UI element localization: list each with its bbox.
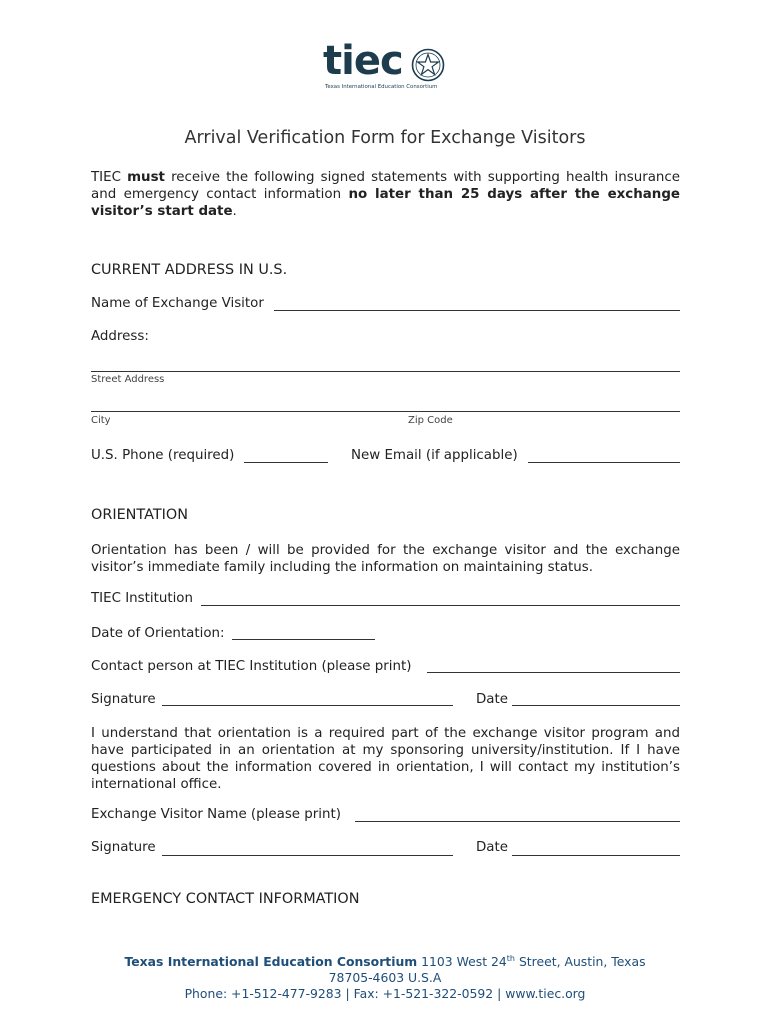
orientation-date-field[interactable] bbox=[232, 639, 375, 640]
footer-line-2: 78705-4603 U.S.A bbox=[328, 970, 442, 986]
visitor-print-name-label: Exchange Visitor Name (please print) bbox=[91, 807, 341, 822]
signature2-field[interactable] bbox=[162, 855, 453, 856]
visitor-name-field[interactable] bbox=[274, 310, 680, 311]
signature-field[interactable] bbox=[162, 705, 453, 706]
emergency-heading: EMERGENCY CONTACT INFORMATION bbox=[91, 891, 360, 907]
intro-must: must bbox=[127, 170, 165, 185]
footer-org: Texas International Education Consortium bbox=[124, 954, 418, 970]
footer-contact[interactable]: Phone: +1-512-477-9283 | Fax: +1-521-322-0592 | www.tiec.org bbox=[184, 986, 586, 1002]
date2-field[interactable] bbox=[512, 855, 680, 856]
star-seal-icon bbox=[411, 48, 445, 82]
phone-field[interactable] bbox=[244, 462, 328, 463]
institution-label: TIEC Institution bbox=[91, 591, 193, 606]
footer-address-sup: th bbox=[506, 954, 515, 963]
institution-field[interactable] bbox=[201, 605, 680, 606]
signature2-label: Signature bbox=[91, 840, 156, 855]
date-field[interactable] bbox=[512, 705, 680, 706]
city-zip-field[interactable] bbox=[91, 411, 680, 412]
intro-text-1: TIEC bbox=[91, 170, 128, 185]
address-label: Address: bbox=[91, 329, 149, 344]
phone-label: U.S. Phone (required) bbox=[91, 448, 235, 463]
signature-label: Signature bbox=[91, 692, 156, 707]
acknowledgement-paragraph: I understand that orientation is a required part of the exchange visitor program and have participated in an orientation at my sponsoring university/institution. If I have questions about the information covered in orientation, I will contact my institution’s international office. bbox=[91, 726, 680, 792]
address-heading: CURRENT ADDRESS IN U.S. bbox=[91, 262, 288, 278]
footer-address-post: Street, Austin, Texas bbox=[515, 954, 646, 970]
orientation-date-label: Date of Orientation: bbox=[91, 626, 225, 641]
date2-label: Date bbox=[476, 840, 509, 855]
intro-text-3: . bbox=[232, 204, 237, 219]
intro-text-2: receive the following signed statements with supporting health insurance and emergency contact information bbox=[91, 170, 680, 202]
orientation-statement: Orientation has been / will be provided for the exchange visitor and the exchange visitor’s immediate family including the information on maintaining status. bbox=[91, 543, 680, 575]
date-label: Date bbox=[476, 692, 509, 707]
intro-paragraph bbox=[91, 169, 680, 220]
logo-subtitle: Texas International Education Consortium bbox=[325, 84, 438, 90]
visitor-name-label: Name of Exchange Visitor bbox=[91, 296, 264, 311]
email-field[interactable] bbox=[528, 462, 680, 463]
form-title: Arrival Verification Form for Exchange Visitors bbox=[184, 128, 586, 148]
orientation-heading: ORIENTATION bbox=[91, 507, 188, 523]
street-address-caption: Street Address bbox=[91, 374, 165, 385]
contact-person-field[interactable] bbox=[427, 672, 680, 673]
intro-deadline: no later than 25 days after the exchange visitor’s start date bbox=[91, 187, 680, 219]
zip-caption: Zip Code bbox=[408, 415, 453, 426]
contact-person-label: Contact person at TIEC Institution (please print) bbox=[91, 659, 412, 674]
footer-address: 1103 West 24 bbox=[417, 954, 507, 970]
city-caption: City bbox=[91, 415, 111, 426]
logo-wordmark: tiec bbox=[323, 38, 403, 84]
tiec-logo bbox=[323, 38, 447, 94]
footer bbox=[0, 951, 770, 1002]
street-address-field[interactable] bbox=[91, 371, 680, 372]
email-label: New Email (if applicable) bbox=[351, 448, 518, 463]
visitor-print-name-field[interactable] bbox=[355, 821, 680, 822]
footer-line-1 bbox=[0, 951, 770, 970]
